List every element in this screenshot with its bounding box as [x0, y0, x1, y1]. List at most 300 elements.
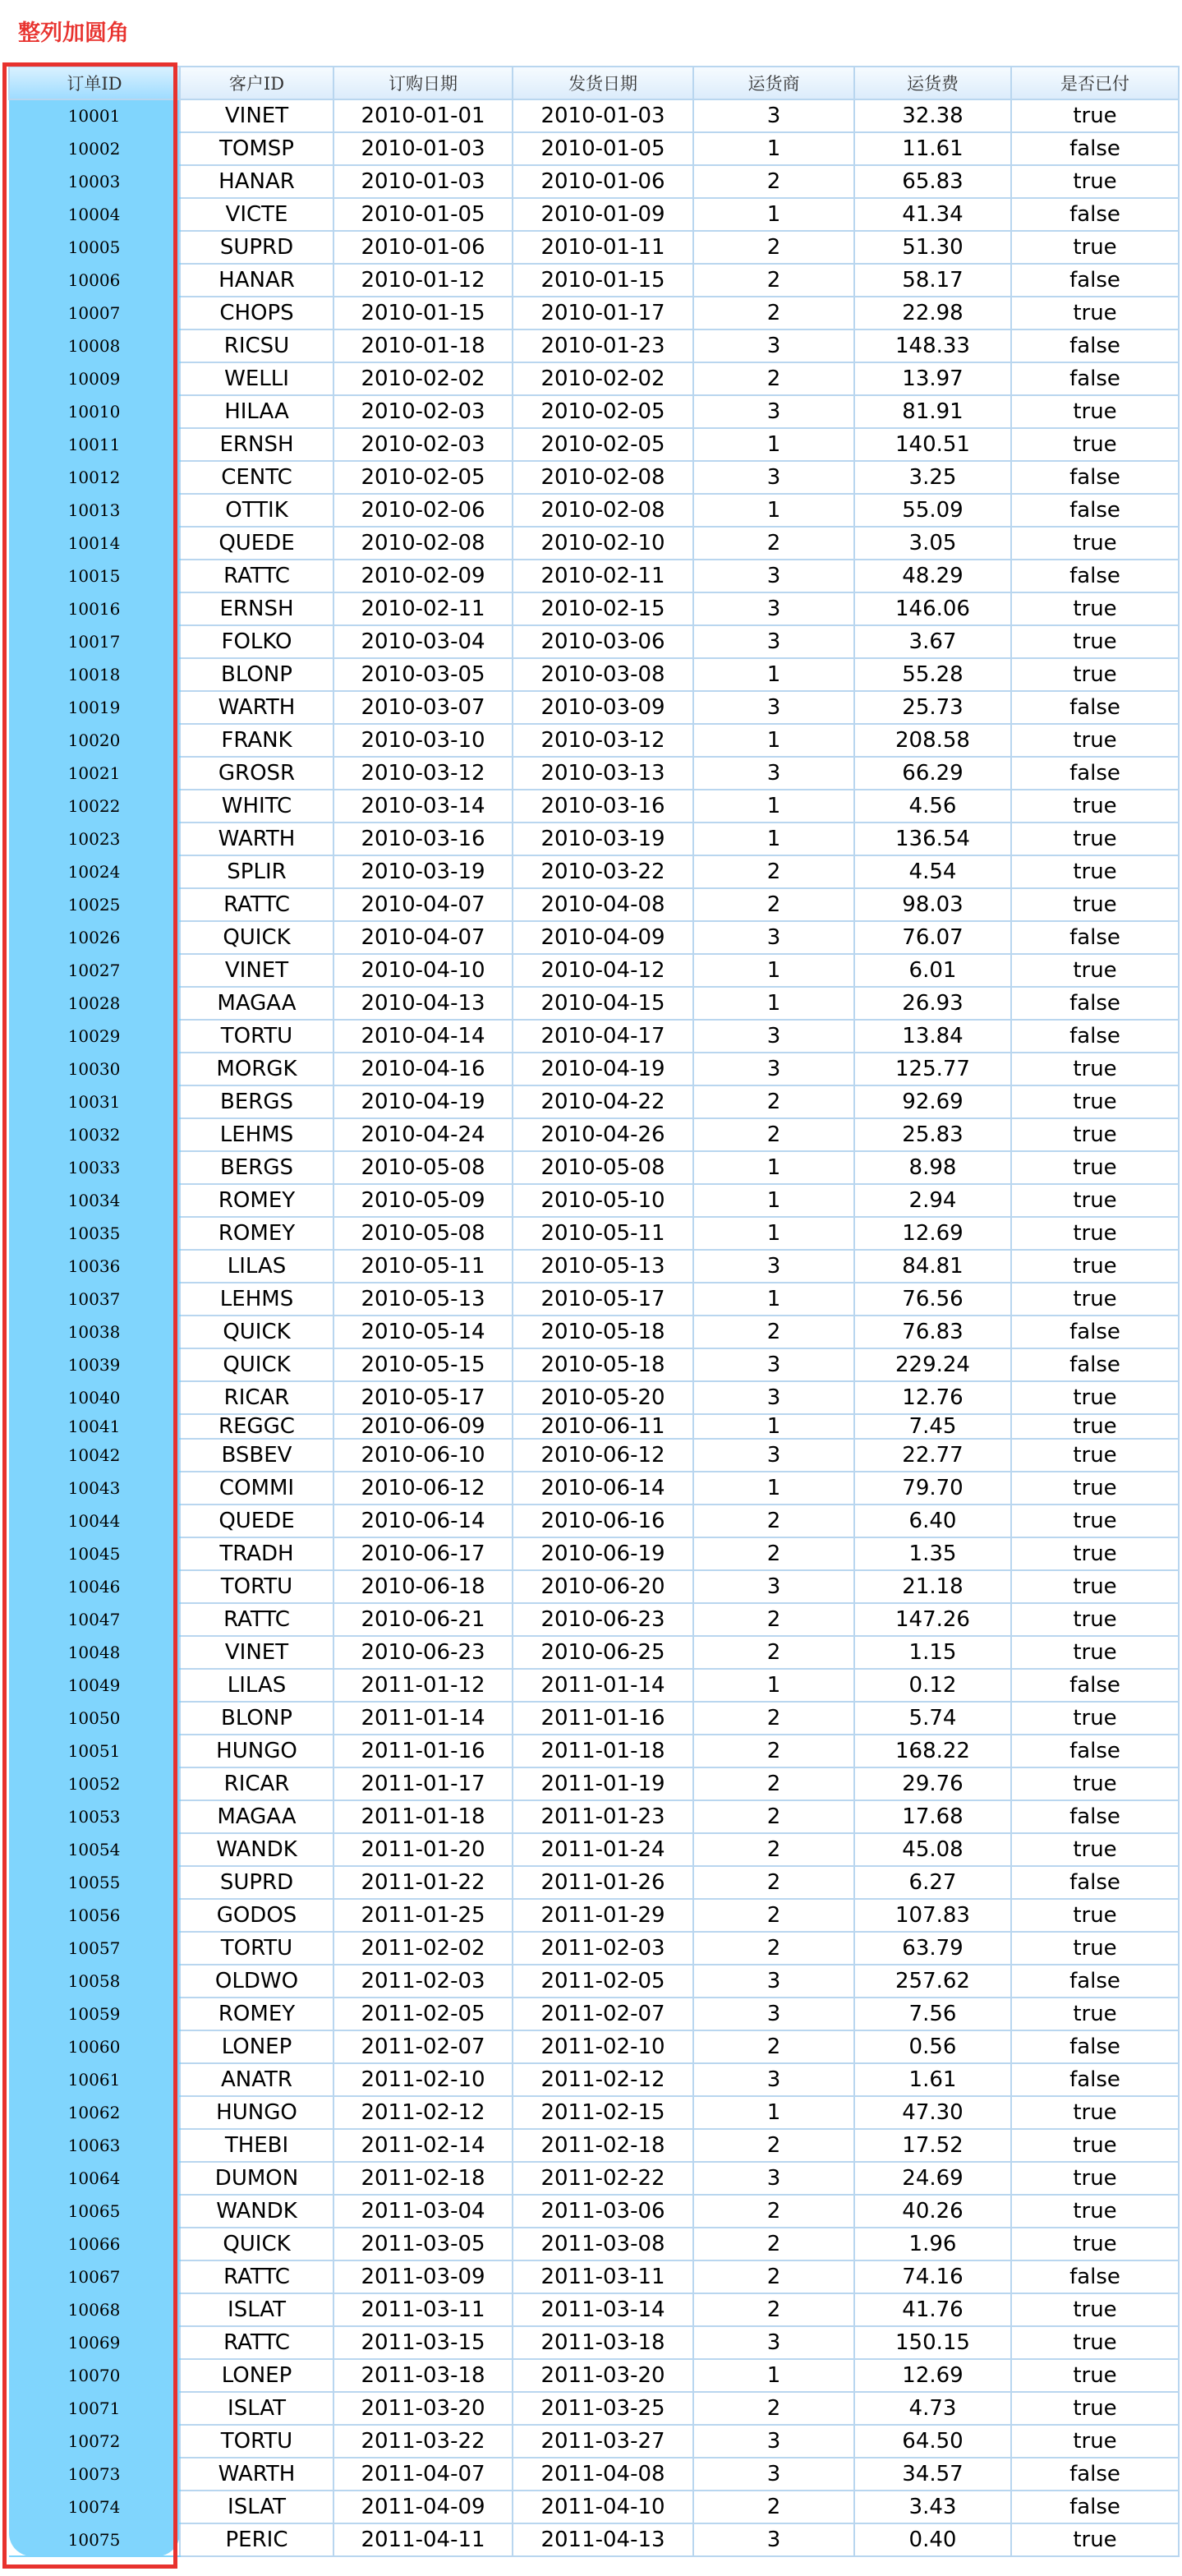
cell-order-id: 10003: [9, 165, 180, 198]
cell-paid: true: [1011, 231, 1179, 264]
table-row[interactable]: [9, 757, 1179, 790]
cell-order-date: 2010-02-11: [333, 592, 513, 625]
cell-order-id: 10022: [9, 790, 180, 823]
table-row[interactable]: [9, 527, 1179, 560]
cell-order-date: 2010-06-17: [333, 1537, 513, 1570]
cell-customer-id: TORTU: [180, 1570, 333, 1603]
table-row[interactable]: [9, 954, 1179, 987]
table-row[interactable]: [9, 329, 1179, 362]
table-row[interactable]: [9, 1965, 1179, 1998]
table-row[interactable]: [9, 1505, 1179, 1537]
orders-table: [8, 66, 1180, 2557]
cell-order-id: 10069: [9, 2326, 180, 2359]
cell-shipper: 2: [693, 297, 854, 329]
table-row[interactable]: [9, 1472, 1179, 1505]
cell-shipper: 3: [693, 1348, 854, 1381]
cell-paid: true: [1011, 165, 1179, 198]
table-row[interactable]: [9, 1184, 1179, 1217]
cell-shipper: 2: [693, 1899, 854, 1932]
cell-customer-id: WANDK: [180, 2195, 333, 2228]
table-row[interactable]: [9, 1833, 1179, 1866]
cell-order-id: 10061: [9, 2063, 180, 2096]
cell-order-date: 2011-03-04: [333, 2195, 513, 2228]
table-row[interactable]: [9, 2030, 1179, 2063]
cell-ship-date: 2010-05-18: [513, 1316, 693, 1348]
table-row[interactable]: [9, 2491, 1179, 2523]
table-row[interactable]: [9, 2195, 1179, 2228]
cell-ship-date: 2010-04-15: [513, 987, 693, 1020]
cell-paid: true: [1011, 1702, 1179, 1735]
cell-paid: true: [1011, 2326, 1179, 2359]
cell-ship-date: 2010-06-25: [513, 1636, 693, 1669]
cell-order-id: 10065: [9, 2195, 180, 2228]
cell-order-id: 10033: [9, 1151, 180, 1184]
cell-paid: true: [1011, 2129, 1179, 2162]
table-row[interactable]: [9, 2425, 1179, 2458]
cell-order-date: 2010-01-18: [333, 329, 513, 362]
cell-freight: 48.29: [854, 560, 1011, 592]
cell-order-id: 10011: [9, 428, 180, 461]
cell-paid: true: [1011, 1570, 1179, 1603]
cell-shipper: 2: [693, 231, 854, 264]
column-header-ship-date[interactable]: 发货日期: [513, 67, 693, 99]
table-row[interactable]: [9, 362, 1179, 395]
cell-order-id: 10056: [9, 1899, 180, 1932]
cell-order-id: 10026: [9, 921, 180, 954]
cell-order-id: 10039: [9, 1348, 180, 1381]
cell-order-id: 10071: [9, 2392, 180, 2425]
cell-shipper: 2: [693, 2293, 854, 2326]
cell-order-date: 2010-06-09: [333, 1414, 513, 1439]
cell-customer-id: QUICK: [180, 1316, 333, 1348]
cell-freight: 1.61: [854, 2063, 1011, 2096]
cell-paid: true: [1011, 2228, 1179, 2260]
cell-customer-id: QUEDE: [180, 1505, 333, 1537]
cell-order-date: 2011-03-09: [333, 2260, 513, 2293]
table-row[interactable]: [9, 198, 1179, 231]
table-row[interactable]: [9, 2523, 1179, 2556]
table-row[interactable]: [9, 132, 1179, 165]
cell-order-date: 2011-02-12: [333, 2096, 513, 2129]
cell-order-date: 2011-02-03: [333, 1965, 513, 1998]
cell-customer-id: SUPRD: [180, 231, 333, 264]
table-row[interactable]: [9, 2228, 1179, 2260]
cell-shipper: 3: [693, 2425, 854, 2458]
cell-order-id: 10035: [9, 1217, 180, 1250]
cell-order-date: 2011-01-17: [333, 1767, 513, 1800]
cell-freight: 3.67: [854, 625, 1011, 658]
cell-order-date: 2011-01-12: [333, 1669, 513, 1702]
table-row[interactable]: [9, 1053, 1179, 1085]
table-row[interactable]: [9, 658, 1179, 691]
cell-freight: 41.76: [854, 2293, 1011, 2326]
cell-order-id: 10052: [9, 1767, 180, 1800]
cell-freight: 41.34: [854, 198, 1011, 231]
cell-order-date: 2010-05-08: [333, 1151, 513, 1184]
cell-paid: true: [1011, 2096, 1179, 2129]
table-row[interactable]: [9, 231, 1179, 264]
cell-ship-date: 2011-03-18: [513, 2326, 693, 2359]
cell-freight: 22.98: [854, 297, 1011, 329]
table-row[interactable]: [9, 2260, 1179, 2293]
cell-paid: true: [1011, 395, 1179, 428]
cell-paid: true: [1011, 888, 1179, 921]
cell-paid: false: [1011, 329, 1179, 362]
cell-customer-id: ISLAT: [180, 2491, 333, 2523]
table-row[interactable]: [9, 2359, 1179, 2392]
cell-paid: true: [1011, 658, 1179, 691]
cell-customer-id: ROMEY: [180, 1998, 333, 2030]
cell-order-id: 10015: [9, 560, 180, 592]
cell-customer-id: MAGAA: [180, 1800, 333, 1833]
table-row[interactable]: [9, 592, 1179, 625]
cell-order-id: 10049: [9, 1669, 180, 1702]
cell-shipper: 2: [693, 1866, 854, 1899]
column-header-shipper[interactable]: 运货商: [693, 67, 854, 99]
cell-ship-date: 2010-02-10: [513, 527, 693, 560]
cell-order-date: 2010-05-11: [333, 1250, 513, 1283]
cell-ship-date: 2011-03-11: [513, 2260, 693, 2293]
cell-freight: 26.93: [854, 987, 1011, 1020]
cell-paid: true: [1011, 2162, 1179, 2195]
cell-order-id: 10028: [9, 987, 180, 1020]
cell-shipper: 2: [693, 855, 854, 888]
cell-ship-date: 2011-03-08: [513, 2228, 693, 2260]
cell-shipper: 1: [693, 132, 854, 165]
cell-shipper: 1: [693, 1184, 854, 1217]
cell-order-date: 2011-01-22: [333, 1866, 513, 1899]
cell-order-date: 2010-04-10: [333, 954, 513, 987]
cell-freight: 32.38: [854, 99, 1011, 132]
cell-freight: 0.12: [854, 1669, 1011, 1702]
cell-ship-date: 2010-04-22: [513, 1085, 693, 1118]
cell-ship-date: 2011-01-19: [513, 1767, 693, 1800]
table-row[interactable]: [9, 1020, 1179, 1053]
cell-freight: 76.83: [854, 1316, 1011, 1348]
table-row[interactable]: [9, 790, 1179, 823]
table-row[interactable]: [9, 855, 1179, 888]
cell-ship-date: 2010-03-12: [513, 724, 693, 757]
table-row[interactable]: [9, 560, 1179, 592]
cell-order-id: 10038: [9, 1316, 180, 1348]
cell-customer-id: BLONP: [180, 1702, 333, 1735]
cell-freight: 7.56: [854, 1998, 1011, 2030]
cell-freight: 25.73: [854, 691, 1011, 724]
cell-shipper: 1: [693, 198, 854, 231]
table-row[interactable]: [9, 1735, 1179, 1767]
cell-order-date: 2010-05-08: [333, 1217, 513, 1250]
table-row[interactable]: [9, 2063, 1179, 2096]
cell-paid: true: [1011, 1767, 1179, 1800]
table-row[interactable]: [9, 1348, 1179, 1381]
table-row[interactable]: [9, 2162, 1179, 2195]
table-row[interactable]: [9, 2458, 1179, 2491]
cell-shipper: 3: [693, 1439, 854, 1472]
table-row[interactable]: [9, 823, 1179, 855]
cell-paid: true: [1011, 527, 1179, 560]
cell-order-id: 10067: [9, 2260, 180, 2293]
cell-shipper: 1: [693, 2096, 854, 2129]
cell-customer-id: WARTH: [180, 2458, 333, 2491]
cell-freight: 65.83: [854, 165, 1011, 198]
table-row[interactable]: [9, 99, 1179, 132]
cell-shipper: 3: [693, 1020, 854, 1053]
cell-paid: true: [1011, 1283, 1179, 1316]
cell-order-id: 10006: [9, 264, 180, 297]
cell-ship-date: 2010-03-06: [513, 625, 693, 658]
cell-shipper: 2: [693, 2030, 854, 2063]
cell-paid: true: [1011, 2425, 1179, 2458]
cell-order-date: 2011-03-18: [333, 2359, 513, 2392]
cell-freight: 148.33: [854, 329, 1011, 362]
table-row[interactable]: [9, 724, 1179, 757]
cell-paid: false: [1011, 2063, 1179, 2096]
cell-order-date: 2011-04-11: [333, 2523, 513, 2556]
cell-ship-date: 2010-01-03: [513, 99, 693, 132]
cell-order-date: 2010-06-21: [333, 1603, 513, 1636]
cell-order-id: 10043: [9, 1472, 180, 1505]
cell-order-date: 2010-06-23: [333, 1636, 513, 1669]
cell-customer-id: BSBEV: [180, 1439, 333, 1472]
cell-ship-date: 2010-02-05: [513, 428, 693, 461]
cell-ship-date: 2010-05-11: [513, 1217, 693, 1250]
cell-order-date: 2010-02-06: [333, 494, 513, 527]
cell-ship-date: 2010-06-11: [513, 1414, 693, 1439]
cell-shipper: 1: [693, 823, 854, 855]
cell-paid: true: [1011, 1537, 1179, 1570]
cell-order-id: 10048: [9, 1636, 180, 1669]
cell-paid: true: [1011, 790, 1179, 823]
cell-freight: 13.84: [854, 1020, 1011, 1053]
table-row[interactable]: [9, 987, 1179, 1020]
cell-ship-date: 2010-03-16: [513, 790, 693, 823]
cell-ship-date: 2011-04-13: [513, 2523, 693, 2556]
cell-ship-date: 2010-05-17: [513, 1283, 693, 1316]
table-row[interactable]: [9, 1537, 1179, 1570]
cell-shipper: 2: [693, 1316, 854, 1348]
table-row[interactable]: [9, 1570, 1179, 1603]
cell-paid: true: [1011, 1151, 1179, 1184]
cell-shipper: 3: [693, 560, 854, 592]
cell-paid: true: [1011, 1414, 1179, 1439]
cell-order-id: 10034: [9, 1184, 180, 1217]
table-row[interactable]: [9, 494, 1179, 527]
table-row[interactable]: [9, 395, 1179, 428]
cell-paid: false: [1011, 987, 1179, 1020]
cell-customer-id: VINET: [180, 1636, 333, 1669]
column-header-freight[interactable]: 运货费: [854, 67, 1011, 99]
cell-order-date: 2011-04-07: [333, 2458, 513, 2491]
column-header-customer-id[interactable]: 客户ID: [180, 67, 333, 99]
table-row[interactable]: [9, 165, 1179, 198]
cell-order-id: 10009: [9, 362, 180, 395]
cell-shipper: 1: [693, 2359, 854, 2392]
table-row[interactable]: [9, 1636, 1179, 1669]
table-row[interactable]: [9, 1603, 1179, 1636]
table-row[interactable]: [9, 1702, 1179, 1735]
cell-order-date: 2010-04-19: [333, 1085, 513, 1118]
table-row[interactable]: [9, 2392, 1179, 2425]
cell-customer-id: WANDK: [180, 1833, 333, 1866]
cell-freight: 4.56: [854, 790, 1011, 823]
cell-customer-id: ISLAT: [180, 2293, 333, 2326]
cell-customer-id: LONEP: [180, 2030, 333, 2063]
cell-customer-id: BERGS: [180, 1085, 333, 1118]
cell-freight: 6.40: [854, 1505, 1011, 1537]
table-row[interactable]: [9, 297, 1179, 329]
cell-order-id: 10040: [9, 1381, 180, 1414]
table-row[interactable]: [9, 2293, 1179, 2326]
cell-order-id: 10019: [9, 691, 180, 724]
cell-customer-id: ANATR: [180, 2063, 333, 2096]
cell-paid: false: [1011, 132, 1179, 165]
cell-customer-id: VINET: [180, 954, 333, 987]
table-row[interactable]: [9, 1414, 1179, 1439]
cell-customer-id: RICAR: [180, 1767, 333, 1800]
column-header-order-id[interactable]: 订单ID: [9, 67, 180, 99]
cell-order-id: 10037: [9, 1283, 180, 1316]
cell-order-id: 10072: [9, 2425, 180, 2458]
cell-order-date: 2011-02-14: [333, 2129, 513, 2162]
cell-order-date: 2011-01-16: [333, 1735, 513, 1767]
cell-order-id: 10005: [9, 231, 180, 264]
cell-freight: 81.91: [854, 395, 1011, 428]
cell-freight: 79.70: [854, 1472, 1011, 1505]
cell-paid: true: [1011, 2359, 1179, 2392]
cell-shipper: 3: [693, 1053, 854, 1085]
table-row[interactable]: [9, 1932, 1179, 1965]
cell-shipper: 2: [693, 1603, 854, 1636]
cell-paid: true: [1011, 1899, 1179, 1932]
cell-ship-date: 2010-02-08: [513, 494, 693, 527]
cell-paid: false: [1011, 1020, 1179, 1053]
table-row[interactable]: [9, 1866, 1179, 1899]
cell-order-id: 10044: [9, 1505, 180, 1537]
cell-ship-date: 2011-03-14: [513, 2293, 693, 2326]
cell-shipper: 1: [693, 1217, 854, 1250]
cell-paid: true: [1011, 1439, 1179, 1472]
table-row[interactable]: [9, 2326, 1179, 2359]
cell-ship-date: 2010-01-09: [513, 198, 693, 231]
cell-freight: 12.76: [854, 1381, 1011, 1414]
cell-order-date: 2011-01-25: [333, 1899, 513, 1932]
cell-customer-id: ROMEY: [180, 1217, 333, 1250]
cell-freight: 125.77: [854, 1053, 1011, 1085]
cell-paid: false: [1011, 1669, 1179, 1702]
cell-ship-date: 2010-04-17: [513, 1020, 693, 1053]
cell-ship-date: 2011-03-20: [513, 2359, 693, 2392]
cell-shipper: 1: [693, 494, 854, 527]
cell-ship-date: 2010-01-15: [513, 264, 693, 297]
column-header-order-date[interactable]: 订购日期: [333, 67, 513, 99]
cell-shipper: 2: [693, 1767, 854, 1800]
cell-customer-id: GODOS: [180, 1899, 333, 1932]
cell-freight: 24.69: [854, 2162, 1011, 2195]
table-row[interactable]: [9, 1669, 1179, 1702]
cell-customer-id: HANAR: [180, 165, 333, 198]
table-row[interactable]: [9, 2129, 1179, 2162]
cell-ship-date: 2011-01-18: [513, 1735, 693, 1767]
cell-freight: 150.15: [854, 2326, 1011, 2359]
cell-shipper: 1: [693, 790, 854, 823]
cell-order-id: 10058: [9, 1965, 180, 1998]
table-row[interactable]: [9, 428, 1179, 461]
cell-customer-id: TRADH: [180, 1537, 333, 1570]
cell-ship-date: 2010-02-05: [513, 395, 693, 428]
cell-ship-date: 2010-06-20: [513, 1570, 693, 1603]
cell-shipper: 3: [693, 757, 854, 790]
table-row[interactable]: [9, 1151, 1179, 1184]
column-header-paid[interactable]: 是否已付: [1011, 67, 1179, 99]
cell-order-date: 2011-03-11: [333, 2293, 513, 2326]
table-row[interactable]: [9, 1767, 1179, 1800]
cell-customer-id: RATTC: [180, 2326, 333, 2359]
table-row[interactable]: [9, 1085, 1179, 1118]
cell-paid: true: [1011, 592, 1179, 625]
cell-customer-id: TORTU: [180, 1932, 333, 1965]
table-row[interactable]: [9, 1899, 1179, 1932]
cell-ship-date: 2011-02-10: [513, 2030, 693, 2063]
cell-shipper: 1: [693, 428, 854, 461]
table-row[interactable]: [9, 691, 1179, 724]
cell-order-id: 10066: [9, 2228, 180, 2260]
table-row[interactable]: [9, 1118, 1179, 1151]
cell-order-date: 2010-01-01: [333, 99, 513, 132]
table-row[interactable]: [9, 264, 1179, 297]
table-row[interactable]: [9, 1316, 1179, 1348]
table-row[interactable]: [9, 888, 1179, 921]
cell-ship-date: 2010-05-10: [513, 1184, 693, 1217]
cell-ship-date: 2010-01-11: [513, 231, 693, 264]
cell-freight: 4.73: [854, 2392, 1011, 2425]
cell-shipper: 1: [693, 954, 854, 987]
cell-ship-date: 2010-01-05: [513, 132, 693, 165]
cell-paid: true: [1011, 724, 1179, 757]
cell-shipper: 2: [693, 1800, 854, 1833]
table-row[interactable]: [9, 2096, 1179, 2129]
cell-ship-date: 2010-04-08: [513, 888, 693, 921]
table-row[interactable]: [9, 1800, 1179, 1833]
cell-order-date: 2011-02-05: [333, 1998, 513, 2030]
cell-ship-date: 2010-02-02: [513, 362, 693, 395]
table-row[interactable]: [9, 1998, 1179, 2030]
table-row[interactable]: [9, 625, 1179, 658]
table-row[interactable]: [9, 1439, 1179, 1472]
cell-customer-id: TORTU: [180, 2425, 333, 2458]
cell-shipper: 2: [693, 165, 854, 198]
cell-shipper: 2: [693, 1505, 854, 1537]
table-row[interactable]: [9, 1283, 1179, 1316]
cell-order-id: 10031: [9, 1085, 180, 1118]
cell-order-date: 2010-02-03: [333, 428, 513, 461]
cell-shipper: 3: [693, 2458, 854, 2491]
table-row[interactable]: [9, 921, 1179, 954]
cell-freight: 1.96: [854, 2228, 1011, 2260]
cell-order-id: 10063: [9, 2129, 180, 2162]
cell-order-date: 2010-01-03: [333, 165, 513, 198]
table-row[interactable]: [9, 1250, 1179, 1283]
cell-freight: 208.58: [854, 724, 1011, 757]
cell-freight: 1.15: [854, 1636, 1011, 1669]
table-row[interactable]: [9, 461, 1179, 494]
table-row[interactable]: [9, 1217, 1179, 1250]
cell-paid: false: [1011, 1316, 1179, 1348]
cell-shipper: 2: [693, 1702, 854, 1735]
cell-ship-date: 2011-01-24: [513, 1833, 693, 1866]
cell-shipper: 1: [693, 1283, 854, 1316]
table-header: [9, 67, 1179, 99]
table-row[interactable]: [9, 1381, 1179, 1414]
